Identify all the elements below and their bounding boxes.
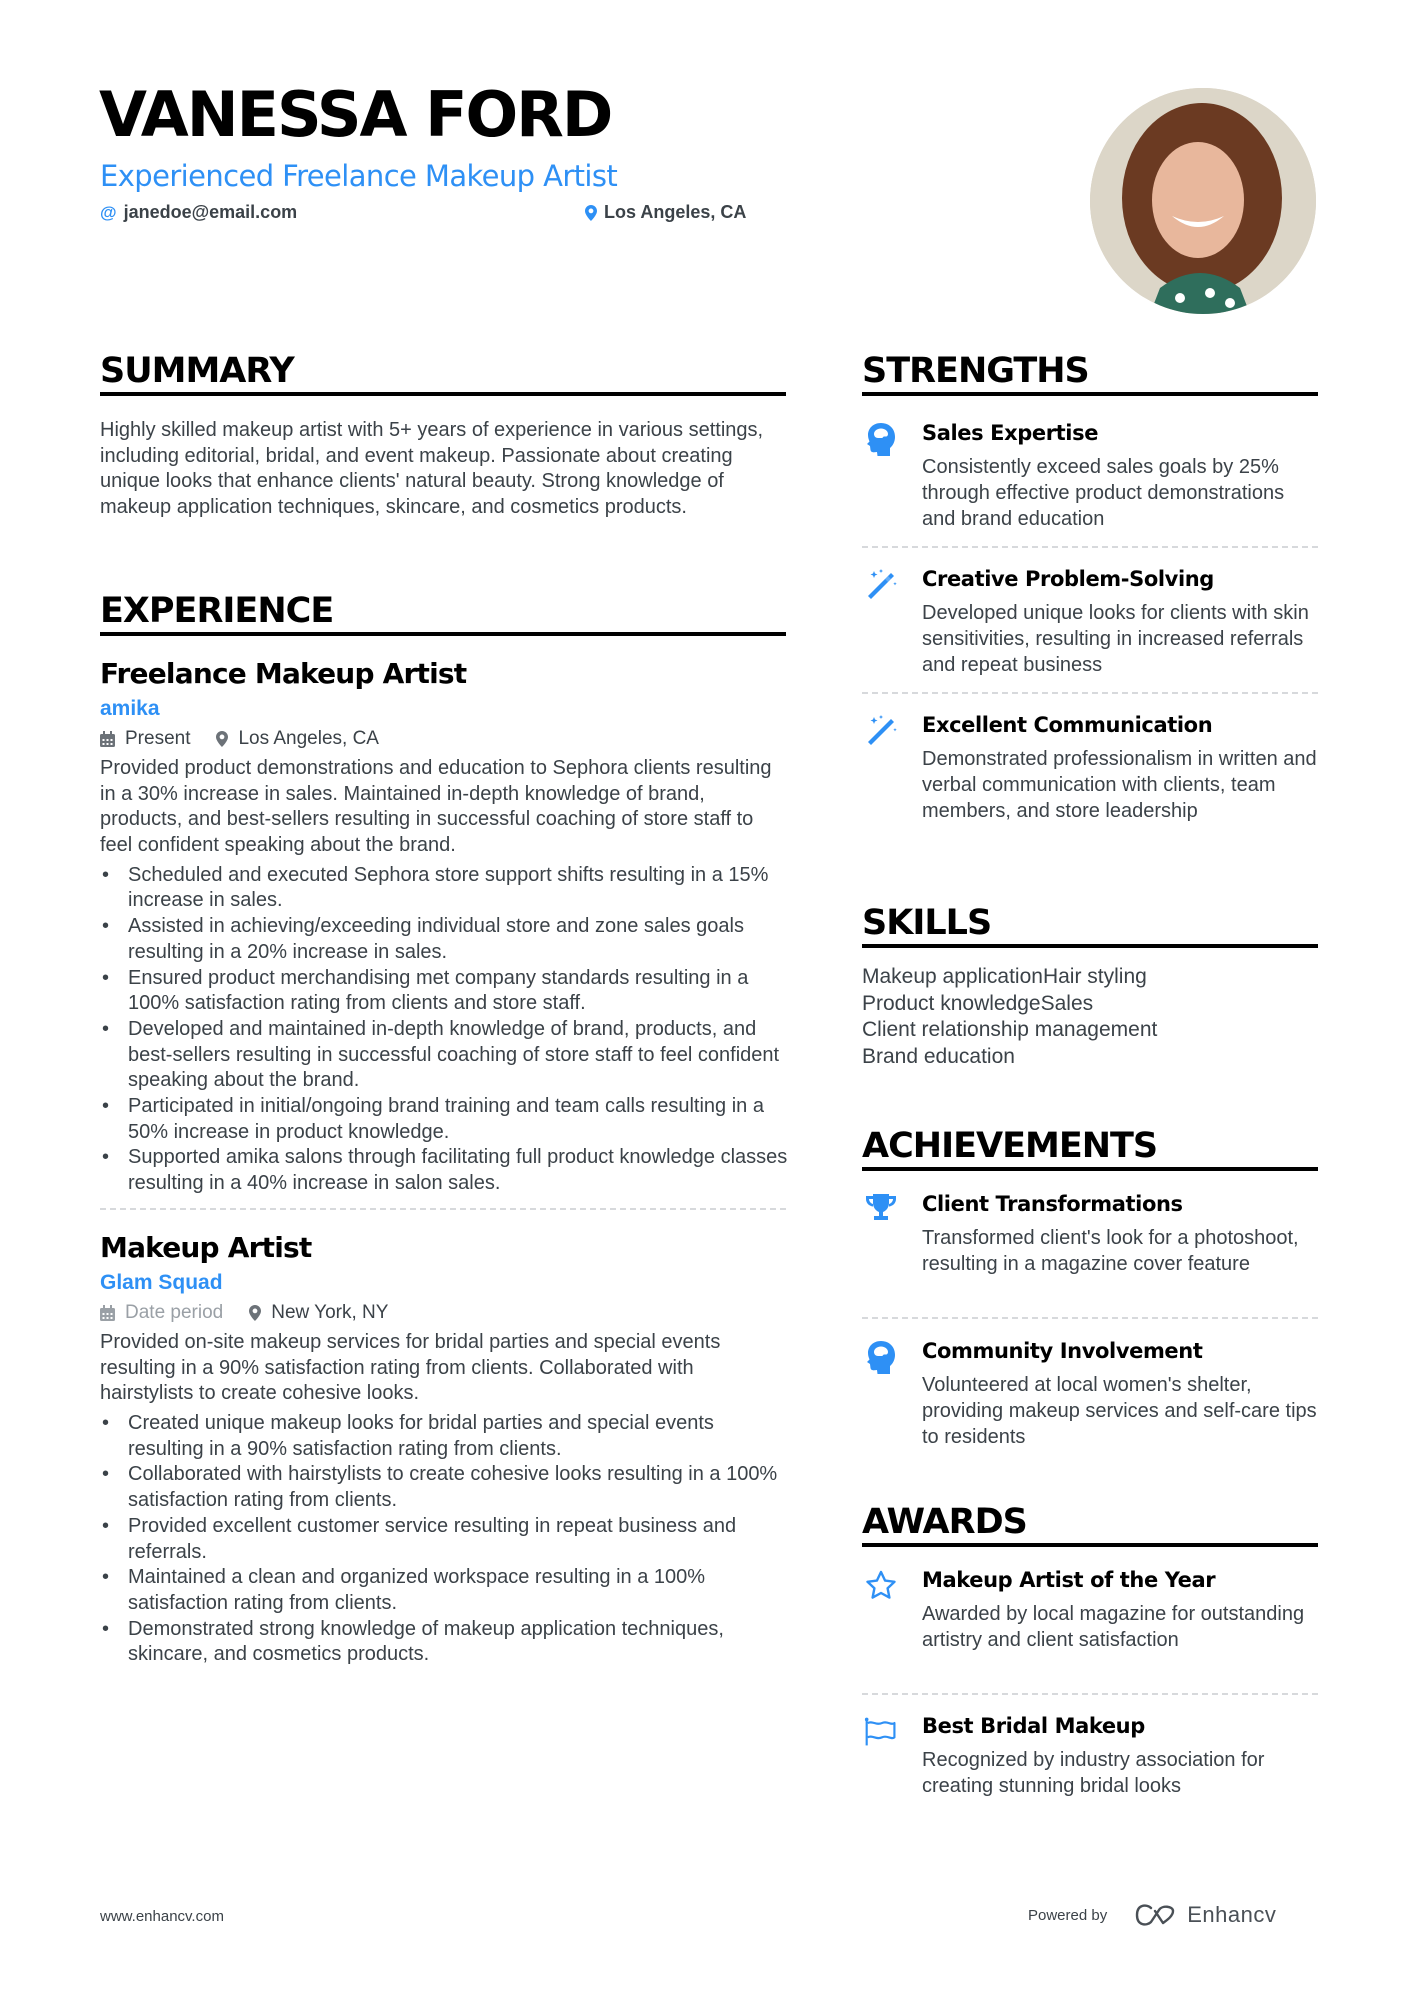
date-text: Date period xyxy=(125,1301,224,1323)
award-title: Makeup Artist of the Year xyxy=(922,1568,1216,1592)
skills-rule xyxy=(862,944,1318,948)
candidate-headline: Experienced Freelance Makeup Artist xyxy=(100,159,618,193)
bullet-item: • Assisted in achieving/exceeding individual store and zone sales goals resulting in a 20% increase in sales. xyxy=(100,914,790,965)
magic-wand-icon xyxy=(864,568,898,602)
achievement-item xyxy=(862,1338,1318,1450)
contact-location xyxy=(585,202,746,223)
award-item xyxy=(862,1713,1318,1800)
job-title: Freelance Makeup Artist xyxy=(100,657,467,690)
star-icon xyxy=(864,1569,898,1603)
job-date xyxy=(100,728,190,750)
skill-item: Brand education xyxy=(862,1044,1015,1068)
strength-description: Consistently exceed sales goals by 25% through effective product demonstrations and brand education xyxy=(922,456,1285,530)
bullet-item: • Maintained a clean and organized workspace resulting in a 100% satisfaction rating from clients. xyxy=(100,1565,790,1616)
job-description: Provided product demonstrations and education to Sephora clients resulting in a 30% increase in sales. Maintained in-depth knowledge of brand, products, and best-sellers resulting in successful coaching of store staff to feel confident speaking about the brand. xyxy=(100,756,772,856)
award-description: Awarded by local magazine for outstanding artistry and client satisfaction xyxy=(922,1603,1305,1651)
skill-item: Product knowledge xyxy=(862,991,1041,1015)
website-link[interactable]: www.enhancv.com xyxy=(100,1908,224,1925)
map-pin-icon xyxy=(249,1305,261,1321)
strength-item xyxy=(862,712,1318,824)
bullet-item: • Collaborated with hairstylists to create cohesive looks resulting in a 100% satisfaction rating from clients. xyxy=(100,1462,790,1513)
job-bullets xyxy=(100,863,790,1197)
summary-rule xyxy=(100,392,786,396)
powered-by-label: Powered by xyxy=(1028,1906,1108,1924)
profile-photo xyxy=(1090,88,1316,314)
entry-divider xyxy=(862,1693,1318,1695)
head-brain-icon xyxy=(864,422,898,456)
calendar-icon xyxy=(100,731,115,747)
bullet-item: • Provided excellent customer service resulting in repeat business and referrals. xyxy=(100,1514,790,1565)
calendar-icon xyxy=(100,1305,115,1321)
awards-rule xyxy=(862,1543,1318,1547)
head-brain-icon xyxy=(864,1340,898,1374)
job-meta xyxy=(100,1302,790,1324)
company-name[interactable]: amika xyxy=(100,696,160,720)
magic-wand-icon xyxy=(864,714,898,748)
strengths-heading: STRENGTHS xyxy=(862,351,1089,391)
map-pin-icon xyxy=(585,205,597,221)
company-name[interactable]: Glam Squad xyxy=(100,1270,223,1294)
bullet-item: • Scheduled and executed Sephora store support shifts resulting in a 15% increase in sales. xyxy=(100,863,790,914)
job-description: Provided on-site makeup services for bridal parties and special events resulting in a 90% satisfaction rating from clients. Collaborated with hairstylists to create cohesive looks. xyxy=(100,1330,721,1405)
award-item xyxy=(862,1567,1318,1654)
bullet-item: • Ensured product merchandising met company standards resulting in a 100% satisfaction rating from clients and store staff. xyxy=(100,966,790,1017)
achievements-heading: ACHIEVEMENTS xyxy=(862,1126,1158,1166)
candidate-name: VANESSA FORD xyxy=(99,78,612,151)
email-text: janedoe@email.com xyxy=(123,202,298,222)
job-location xyxy=(216,728,378,750)
trophy-icon xyxy=(864,1193,898,1227)
achievement-description: Volunteered at local women's shelter, providing makeup services and self-care tips to residents xyxy=(922,1374,1317,1448)
date-text: Present xyxy=(125,727,191,749)
bullet-item: • Created unique makeup looks for bridal parties and special events resulting in a 90% satisfaction rating from clients. xyxy=(100,1411,790,1462)
experience-rule xyxy=(100,632,786,636)
enhancv-logo[interactable] xyxy=(1133,1902,1276,1928)
strength-title: Excellent Communication xyxy=(922,713,1213,737)
job-entry xyxy=(100,657,790,1197)
entry-divider xyxy=(862,546,1318,548)
bullet-item: • Demonstrated strong knowledge of makeup application techniques, skincare, and cosmetics products. xyxy=(100,1617,790,1668)
bullet-item: • Developed and maintained in-depth knowledge of brand, products, and best-sellers resulting in successful coaching of store staff to feel confident speaking about the brand. xyxy=(100,1017,790,1094)
entry-divider xyxy=(862,1317,1318,1319)
achievement-title: Client Transformations xyxy=(922,1192,1183,1216)
entry-divider xyxy=(862,692,1318,694)
experience-heading: EXPERIENCE xyxy=(100,591,334,631)
job-meta xyxy=(100,728,790,750)
job-bullets xyxy=(100,1411,790,1668)
strength-title: Sales Expertise xyxy=(922,421,1099,445)
strengths-rule xyxy=(862,392,1318,396)
job-title: Makeup Artist xyxy=(100,1231,312,1264)
award-title: Best Bridal Makeup xyxy=(922,1714,1145,1738)
map-pin-icon xyxy=(216,731,228,747)
summary-text: Highly skilled makeup artist with 5+ years of experience in various settings, including editorial, bridal, and event makeup. Passionate about creating unique looks that enhance clients' natural beauty. Strong knowledge of makeup application techniques, skincare, and cosmetics products. xyxy=(100,419,764,519)
achievements-rule xyxy=(862,1167,1318,1171)
skill-item: Makeup application xyxy=(862,965,1043,988)
awards-heading: AWARDS xyxy=(862,1502,1027,1542)
skill-item: Client relationship management xyxy=(862,1018,1158,1041)
achievement-description: Transformed client's look for a photoshoot, resulting in a magazine cover feature xyxy=(922,1227,1299,1275)
job-entry xyxy=(100,1231,790,1668)
achievement-title: Community Involvement xyxy=(922,1339,1203,1363)
contact-email[interactable] xyxy=(100,202,297,223)
achievement-item xyxy=(862,1191,1318,1278)
bullet-item: • Participated in initial/ongoing brand training and team calls resulting in a 50% increase in product knowledge. xyxy=(100,1094,790,1145)
flag-icon xyxy=(864,1715,898,1749)
strength-description: Developed unique looks for clients with skin sensitivities, resulting in increased referrals and repeat business xyxy=(922,602,1309,676)
skill-item: Sales xyxy=(1040,991,1094,1015)
job-location xyxy=(249,1302,388,1324)
job-divider xyxy=(100,1208,786,1210)
strength-description: Demonstrated professionalism in written and verbal communication with clients, team members, and store leadership xyxy=(922,748,1317,822)
strength-item xyxy=(862,420,1318,532)
at-sign-icon: @ xyxy=(100,202,117,222)
location-text: Los Angeles, CA xyxy=(604,202,747,222)
award-description: Recognized by industry association for creating stunning bridal looks xyxy=(922,1749,1265,1797)
skills-list xyxy=(862,964,1322,1070)
summary-heading: SUMMARY xyxy=(100,351,294,391)
skills-heading: SKILLS xyxy=(862,903,992,943)
strength-item xyxy=(862,566,1318,678)
job-date xyxy=(100,1302,223,1324)
location-text: Los Angeles, CA xyxy=(238,727,379,749)
skill-item: Hair styling xyxy=(1042,965,1147,988)
strength-title: Creative Problem-Solving xyxy=(922,567,1214,591)
bullet-item: • Supported amika salons through facilitating full product knowledge classes resulting in a 40% increase in salon sales. xyxy=(100,1145,790,1196)
location-text: New York, NY xyxy=(271,1301,389,1323)
powered-by xyxy=(1028,1902,1276,1928)
portrait-illustration xyxy=(1090,88,1316,314)
enhancv-logo-icon xyxy=(1133,1903,1179,1927)
brand-name: Enhancv xyxy=(1187,1902,1277,1927)
